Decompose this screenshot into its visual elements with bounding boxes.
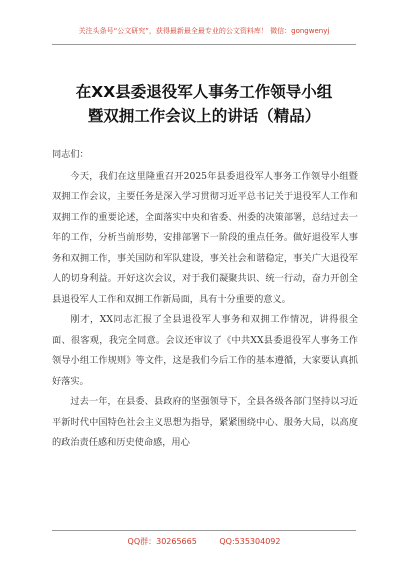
document-body xyxy=(52,145,358,454)
footer xyxy=(0,536,408,547)
title-line-2: 暨双拥工作会议上的讲话（精品） xyxy=(87,107,321,125)
body-paragraph: 过去一年，在县委、县政府的坚强领导下，全县各级各部门坚持以习近平新时代中国特色社会主义思想为指导，紧紧围绕中心、服务大局，以高度的政治责任感和历史使命感，用心 xyxy=(52,396,358,448)
header-notice: 关注头条号“公文研究”，获得最新最全最专业的公文资料库！ 微信：gongwenyj xyxy=(78,27,330,35)
body-paragraph: 刚才，XX同志汇报了全县退役军人事务和双拥工作情况，讲得很全面、很客观，我完全同意。会议还审议了《中共XX县委退役军人事务工作领导小组工作规则》等文件，这是我们今后工作的基本遵循，大家要认真抓好落实。 xyxy=(52,314,358,387)
header-divider xyxy=(52,44,356,45)
document-title xyxy=(40,80,368,128)
body-paragraph: 今天，我们在这里隆重召开2025年县委退役军人事务工作领导小组暨双拥工作会议，主要任务是深入学习贯彻习近平总书记关于退役军人工作和双拥工作的重要论述，全面落实中央和省委、州委的决策部署，总结过去一年的工作，分析当前形势，安排部署下一阶段的重点任务。做好退役军人事务和双拥工作，事关国防和军队建设，事关社会和谐稳定，事关广大退役军人的切身利益。开好这次会议，对于我们凝聚共识、统一行动，奋力开创全县退役军人工作和双拥工作新局面，具有十分重要的意义。 xyxy=(52,170,358,305)
footer-qq-contact: QQ:535304092 xyxy=(219,537,281,546)
title-line-1: 在XX县委退役军人事务工作领导小组 xyxy=(75,83,333,101)
footer-qq-group: QQ群：30265665 xyxy=(127,537,197,546)
salutation: 同志们： xyxy=(52,149,89,160)
footer-divider xyxy=(52,530,356,531)
